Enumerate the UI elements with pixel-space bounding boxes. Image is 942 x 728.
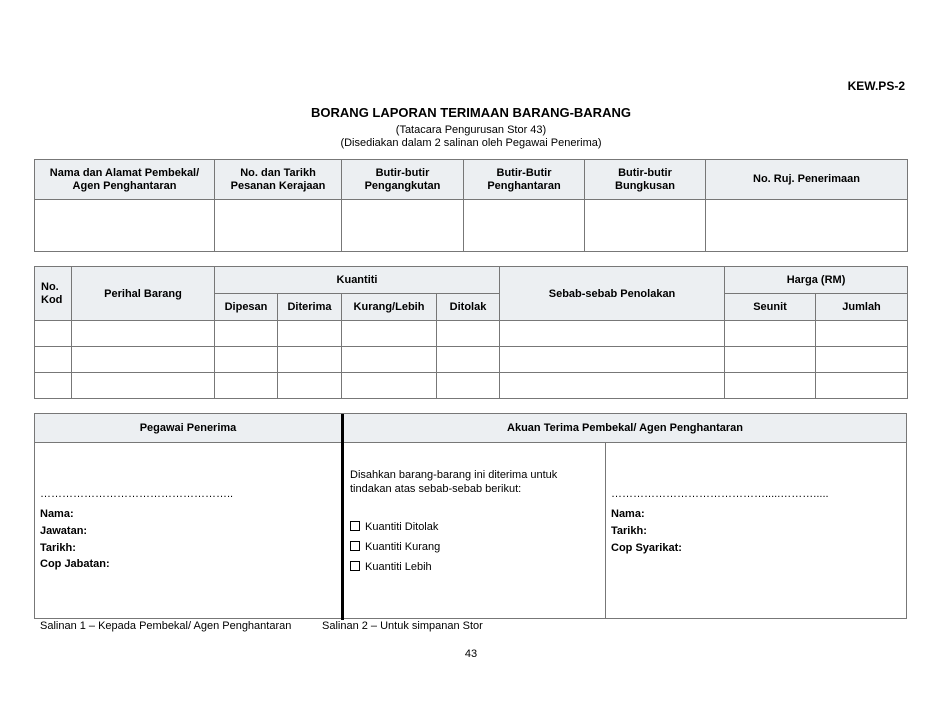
check-excess[interactable]: Kuantiti Lebih	[350, 561, 432, 573]
form-title: BORANG LAPORAN TERIMAAN BARANG-BARANG	[311, 105, 631, 120]
officer-name-label: Nama:	[40, 508, 74, 520]
header-rejected: Ditolak	[437, 294, 500, 321]
officer-position-label: Jawatan:	[40, 525, 88, 537]
header-ordered: Dipesan	[215, 294, 278, 321]
check-rejected[interactable]: Kuantiti Ditolak	[350, 521, 438, 533]
supplier-signature-line[interactable]: …………………………………….....……….....	[611, 488, 829, 500]
officer-date-label: Tarikh:	[40, 542, 76, 554]
supplier-date-label: Tarikh:	[611, 525, 647, 537]
checkbox-icon[interactable]	[350, 521, 360, 531]
field-supplier[interactable]	[35, 200, 215, 252]
supplier-panel	[605, 443, 906, 618]
header-item-desc: Perihal Barang	[72, 267, 215, 321]
supplier-name-label: Nama:	[611, 508, 645, 520]
copy-1-note: Salinan 1 – Kepada Pembekal/ Agen Penghantaran	[40, 620, 292, 632]
checkbox-icon[interactable]	[350, 541, 360, 551]
header-supplier: Nama dan Alamat Pembekal/ Agen Penghantaran	[35, 160, 215, 200]
checkbox-icon[interactable]	[350, 561, 360, 571]
table-row	[35, 373, 908, 399]
confirmation-text-1: Disahkan barang-barang ini diterima untuk	[350, 469, 558, 481]
header-total: Jumlah	[816, 294, 908, 321]
header-rejection-reason: Sebab-sebab Penolakan	[500, 267, 725, 321]
department-stamp-label: Cop Jabatan:	[40, 558, 110, 570]
form-subtitle-procedure: (Tatacara Pengurusan Stor 43)	[395, 124, 547, 136]
header-quantity: Kuantiti	[215, 267, 500, 294]
header-short-excess: Kurang/Lebih	[342, 294, 437, 321]
check-short[interactable]: Kuantiti Kurang	[350, 541, 440, 553]
header-receipt-ref: No. Ruj. Penerimaan	[706, 160, 908, 200]
table-row	[35, 347, 908, 373]
supplier-ack-header: Akuan Terima Pembekal/ Agen Penghantaran	[344, 414, 906, 443]
acknowledgement-section	[34, 413, 907, 619]
header-received: Diterima	[278, 294, 342, 321]
receiving-officer-panel	[35, 414, 341, 618]
header-unit-price: Seunit	[725, 294, 816, 321]
form-code: KEW.PS-2	[847, 79, 905, 93]
header-delivery: Butir-Butir Penghantaran	[464, 160, 585, 200]
field-receipt-ref[interactable]	[706, 200, 908, 252]
copy-2-note: Salinan 2 – Untuk simpanan Stor	[322, 620, 483, 632]
field-order-no[interactable]	[215, 200, 342, 252]
confirmation-panel	[344, 443, 606, 618]
field-transport[interactable]	[342, 200, 464, 252]
field-packaging[interactable]	[585, 200, 706, 252]
form-subtitle-copies: (Disediakan dalam 2 salinan oleh Pegawai Penerima)	[340, 137, 602, 149]
receiving-officer-header: Pegawai Penerima	[35, 414, 341, 443]
header-order-no: No. dan Tarikh Pesanan Kerajaan	[215, 160, 342, 200]
header-price: Harga (RM)	[725, 267, 908, 294]
table-row	[35, 321, 908, 347]
company-stamp-label: Cop Syarikat:	[611, 542, 682, 554]
header-transport: Butir-butir Pengangkutan	[342, 160, 464, 200]
page-number: 43	[464, 648, 478, 660]
items-table	[34, 266, 908, 399]
header-no-kod: No. Kod	[35, 267, 72, 321]
confirmation-text-2: tindakan atas sebab-sebab berikut:	[350, 483, 522, 495]
header-packaging: Butir-butir Bungkusan	[585, 160, 706, 200]
field-delivery[interactable]	[464, 200, 585, 252]
signature-line[interactable]: ……………………………………………..	[40, 488, 234, 500]
supplier-details-table	[34, 159, 908, 252]
